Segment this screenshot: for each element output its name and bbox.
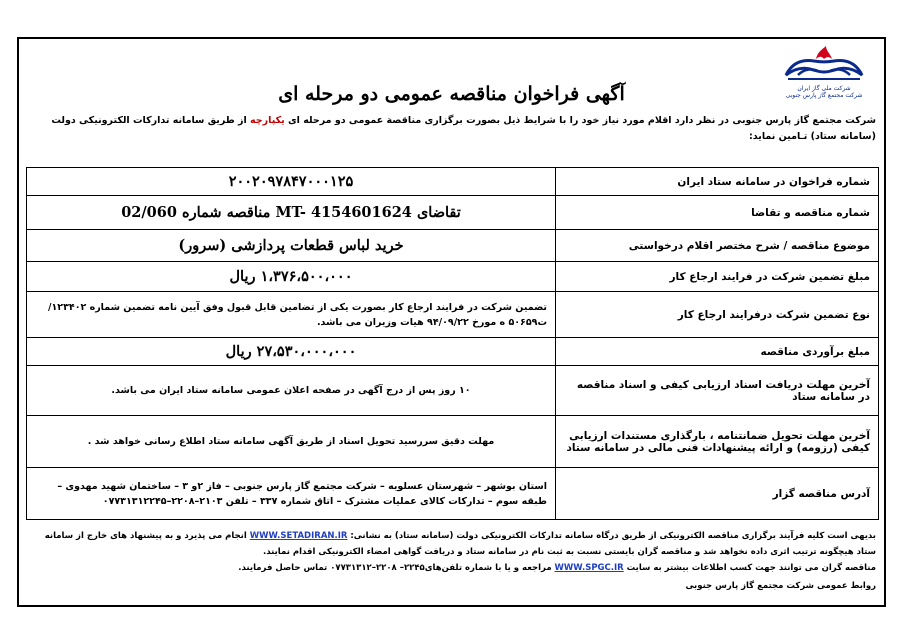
intro-text-1: شرکت مجتمع گاز پارس جنوبی در نظر دارد اقلام مورد نیاز خود را با شرایط ذیل بصورت برگزاری مناقصة عمومی دو مرحله ای [284, 115, 876, 126]
footer-text: انجام می پذیرد و به پیشنهاد های خارج از سامانه ستاد هیچگونه ترتیب اثری داده نخواهد شد و مناقصه گران بایستی نسبت به ثبت نام در سامانه ستاد و دریافت گواهی امضاء الکترونیکی اقدام نمایند. [44, 531, 876, 557]
intro-text-2: از طریق سامانه تدارکات الکترونیکی دولت (سامانه ستاد) تـامین نماید: [51, 115, 876, 142]
guarantee-amount-value: ۱،۳۷۶،۵۰۰،۰۰۰ ریال [27, 262, 556, 292]
table-row [27, 292, 879, 338]
table-row [27, 168, 879, 196]
row-label: شماره فراخوان در سامانه ستاد ایران [556, 168, 879, 196]
table-row [27, 366, 879, 416]
table-row [27, 230, 879, 262]
notice-frame [17, 37, 886, 607]
footer-signature: روابط عمومی شرکت مجتمع گاز پارس جنوبی [685, 581, 876, 591]
guarantee-type-value: تضمین شرکت در فرایند ارجاع کار بصورت یکی از تضامین قابل قبول وفق آیین نامه تضمین شماره ۱۲۳۴۰۲/ت۵۰۶۵۹ ه مورخ ۹۴/۰۹/۲۲ هیات وزیران می باشد. [27, 292, 556, 338]
row-label: آدرس مناقصه گزار [556, 468, 879, 520]
row-label: مبلغ تضمین شرکت در فرایند ارجاع کار [556, 262, 879, 292]
footer-text: مراجعه و یا با شماره تلفن‌های۲۲۴۵– ۲۲۰۸–۰۷۷۳۱۳۱۲ تماس حاصل فرمایند. [238, 563, 555, 573]
logo-caption-1: شرکت ملی گاز ایران [797, 85, 851, 92]
footer-note-2 [27, 560, 876, 576]
setadiran-link[interactable]: WWW.SETADIRAN.IR [249, 531, 348, 541]
row-label: نوع تضمین شرکت درفرایند ارجاع کار [556, 292, 879, 338]
document-deadline-value: ۱۰ روز پس از درج آگهی در صفحه اعلان عمومی سامانه ستاد ایران می باشد. [27, 366, 556, 416]
row-label: آخرین مهلت تحویل ضمانتنامه ، بارگذاری مستندات ارزیابی کیفی (رزومه) و ارائه پیشنهادات فنی مالی در سامانه ستاد [556, 416, 879, 468]
notice-title: آگهی فراخوان مناقصه عمومی دو مرحله ای [278, 83, 625, 105]
row-label: موضوع مناقصه / شرح مختصر اقلام درخواستی [556, 230, 879, 262]
logo-caption-2: شرکت مجتمع گاز پارس جنوبی [785, 92, 863, 99]
spgc-link[interactable]: WWW.SPGC.IR [554, 563, 624, 573]
footer-notes [27, 528, 876, 594]
table-row [27, 338, 879, 366]
table-row [27, 468, 879, 520]
subject-value: خرید لباس قطعات پردازشی (سرور) [27, 230, 556, 262]
submission-deadline-value: مهلت دقیق سررسید تحویل اسناد از طریق آگهی سامانه ستاد اطلاع رسانی خواهد شد . [27, 416, 556, 468]
table-row [27, 262, 879, 292]
table-row [27, 416, 879, 468]
footer-note-1 [27, 528, 876, 560]
row-label: آخرین مهلت دریافت اسناد ارزیابی کیفی و اسناد مناقصه در سامانه ستاد [556, 366, 879, 416]
tender-details-table [26, 167, 879, 520]
tender-number-value: تقاضای MT- 4154601624 مناقصه شماره 02/060 [27, 196, 556, 230]
footer-text: مناقصه گران می توانند جهت کسب اطلاعات بیشتر به سایت [623, 563, 876, 573]
row-label: مبلغ برآوردی مناقصه [556, 338, 879, 366]
row-label: شماره مناقصه و تقاضا [556, 196, 879, 230]
call-number-value: ۲۰۰۲۰۹۷۸۴۷۰۰۰۱۲۵ [27, 168, 556, 196]
intro-highlight: یکپارچه [250, 115, 285, 126]
footer-text: بدیهی است کلیه فرآیند برگزاری مناقصه الکترونیکی از طریق درگاه سامانه تدارکات الکترونیکی دولت (سامانه ستاد) به نشانی: [347, 531, 876, 541]
table-row [27, 196, 879, 230]
estimated-amount-value: ۲۷،۵۳۰،۰۰۰،۰۰۰ ریال [27, 338, 556, 366]
address-value: استان بوشهر – شهرستان عسلویه – شرکت مجتمع گاز پارس جنوبی – فاز ۲و ۳ – ساختمان شهید مهدوی –طبقه سوم – تدارکات کالای عملیات مشترک – اتاق شماره ۳۳۷ – تلفن ۲۱۰۳–۲۲۰۸–۰۷۷۳۱۳۱۲۲۴۵ [27, 468, 556, 520]
nigc-flame-logo-icon [776, 45, 872, 85]
intro-paragraph [27, 113, 876, 145]
